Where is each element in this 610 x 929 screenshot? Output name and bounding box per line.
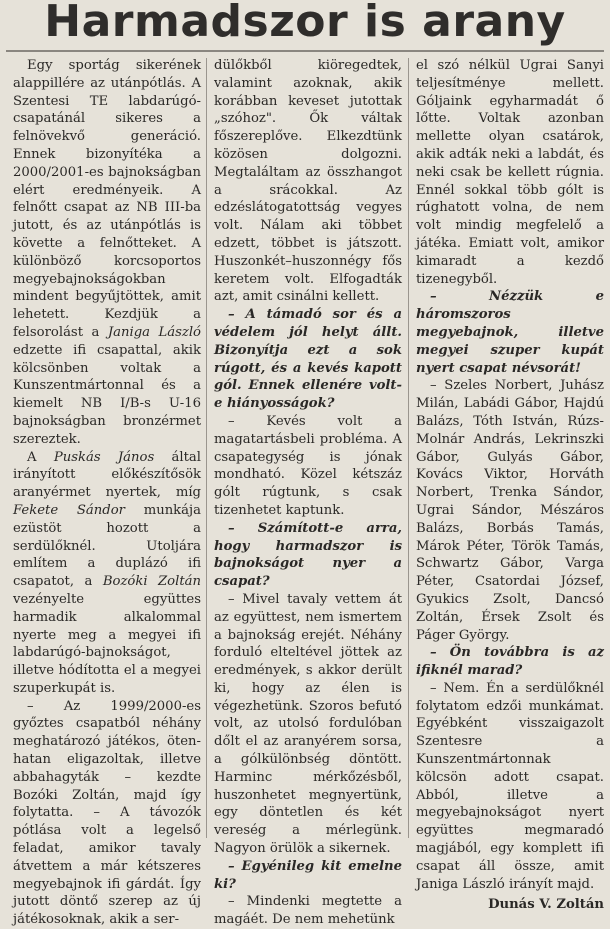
paragraph: – Az 1999/2000-es győztes csapatból néhány meghatározó játékos, öten-hatan eligazoltak, illetve abbahagyták – kezdte Bozóki Zoltán, majd így folytatta. – A távozók pótlása volt a legelső feladat, amikor tavaly átvettem a már kétszeres megyebajnok ifi gárdát. Így jutott döntő szerep az új játékosoknak, akik a ser-: [13, 698, 201, 928]
paragraph: – Szeles Norbert, Juhász Milán, Labádi Gábor, Hajdú Balázs, Tóth István, Rúzs-Molnár András, Lekrinszki Gábor, Gulyás Gábor, Kovács Viktor, Horváth Norbert, Trenka Sándor, Ugrai Sándor, Mészáros Balázs, Borbás Tamás, Márok Péter, Török Tamás, Schwartz Gábor, Varga Péter, Csatordai József, Gyukics Zsolt, Dancsó Zoltán, Érsek Zsolt és Páger György.: [416, 378, 604, 643]
paragraph: – Kevés volt a magatartásbeli probléma. A csapategység is jónak mondható. Közel kétszáz gólt rúgtunk, s csak tizenhetet kaptunk.: [214, 413, 402, 518]
interview-question: – A támadó sor és a védelem jól helyt állt. Bizonyítja ezt a sok rúgott, és a kevés kapott gól. Ennek ellenére volt-e hiányosságok?: [214, 307, 402, 412]
paragraph: Egy sportág sikerének alappillére az utánpótlás. A Szentesi TE labdarúgó-csapatánál sikeres a felnövekvő generáció. Ennek bizonyítéka a 2000/2001-es bajnokságban elért eredményeik. A felnőtt csapat az NB III-ba jutott, és az utánpótlás is követte a felnőtteket. A különböző korcsoportos megyebajnokságokban mindent begyűjtöttek, amit lehetett. Kezdjük a felsorolást a Janiga László edzette ifi csapattal, akik kölcsönben voltak a Kunszentmártonnal és a kiemelt NB I/B-s U-16 bajnokságban bronzérmet szereztek.: [13, 58, 201, 447]
paragraph: – Nem. Én a serdülőknél folytatom edzői munkámat. Egyébként visszaigazolt Szentesre a Kunszentmártonnak kölcsön adott csapat. Abból, illetve a megyebajnokságot nyert együttes megmaradó magjából, egy komplett ifi csapat áll össze, amit Janiga László irányít majd.: [416, 680, 604, 892]
article-column-1: [13, 57, 201, 928]
paragraph: – Mivel tavaly vettem át az együttest, nem ismertem a bajnokság erejét. Néhány forduló elteltével jöttek az eredmények, s akkor derült ki, hogy az élen is végezhetünk. Szoros befutó volt, az utolsó fordulóban dőlt el az aranyérem sorsa, a gólkülönbség döntött. Harminc mérkőzésből, huszonhetet megnyertünk, egy döntetlen és két vereség a mérlegünk. Nagyon örülök a sikernek.: [214, 591, 402, 857]
paragraph: dülőkből kiöregedtek, valamint azoknak, akik korábban keveset jutottak „szóhoz". Ők váltak főszereplőve. Elkezdtünk közösen dolgozni. Megtaláltam az összhangot a srácokkal. Az edzéslátogatottság vegyes volt. Nálam aki többet edzett, többet is játszott. Huszonkét–huszonnégy fős keretem volt. Elfogadták azt, amit csinálni kellett.: [214, 58, 402, 305]
paragraph: – Mindenki megtette a magáét. De nem mehetünk: [214, 894, 402, 928]
interview-question: – Számított-e arra, hogy harmadszor is bajnokságot nyer a csapat?: [214, 520, 402, 590]
article-column-3: [416, 57, 604, 913]
interview-question: – Ön továbbra is az ifiknél marad?: [416, 645, 604, 679]
interview-question: – Egyénileg kit emelne ki?: [214, 858, 402, 892]
article-column-2: [214, 57, 402, 928]
paragraph: A Puskás János által irányított előkészítősök aranyérmet nyertek, míg Fekete Sándor munkája ezüstöt hozott a serdülőknél. Utoljára említem a duplázó ifi csapatot, a Bozóki Zoltán vezényelte együttes harmadik alkalommal nyerte meg a megyei ifi labdarúgó-bajnokságot, illetve hódította el a megyei szuperkupát is.: [13, 449, 201, 696]
person-name: Bozóki Zoltán: [102, 574, 201, 590]
column-divider: [206, 58, 207, 838]
author-byline: Dunás V. Zoltán: [488, 897, 604, 913]
interview-question: – Nézzük e háromszoros megyebajnok, illetve megyei szuper kupát nyert csapat névsorát!: [416, 289, 604, 376]
paragraph: el szó nélkül Ugrai Sanyi teljesítménye mellett. Góljaink egyharmadát ő lőtte. Voltak azonban mellette olyan csatárok, akik adták neki a labdát, és neki csak be kellett rúgnia. Ennél sokkal több gólt is rúghatott volna, de nem volt mindig megfelelő a játéka. Emiatt volt, amikor kimaradt a kezdő tizenegyből.: [416, 58, 604, 287]
person-name: Puskás János: [53, 449, 155, 465]
column-divider: [408, 58, 409, 838]
person-name: Janiga László: [107, 324, 201, 340]
headline-rule: [6, 50, 604, 52]
person-name: Fekete Sándor: [13, 502, 125, 518]
headline: Harmadszor is arany: [44, 0, 566, 47]
